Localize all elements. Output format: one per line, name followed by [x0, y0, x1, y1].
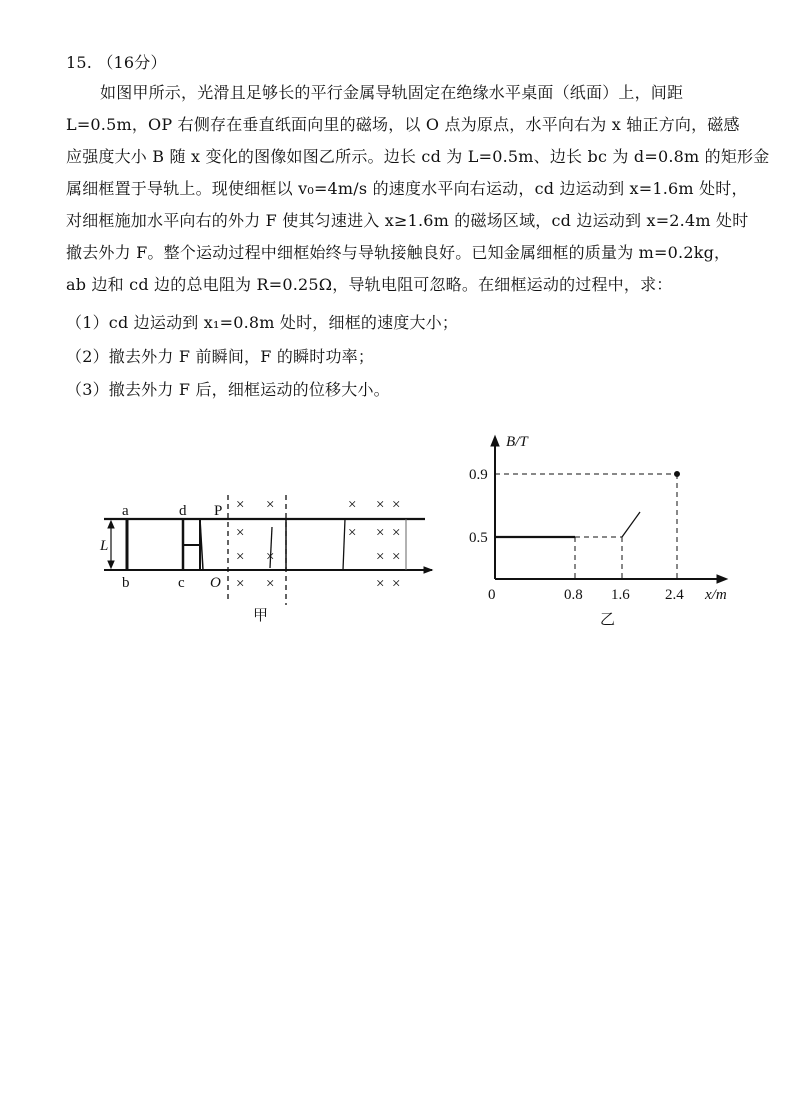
svg-text:×: ×	[266, 576, 275, 592]
svg-text:×: ×	[392, 497, 401, 513]
y-tick-0.5: 0.5	[469, 530, 488, 546]
svg-text:×: ×	[376, 549, 385, 565]
question-line-7: ab 边和 cd 边的总电阻为 R=0.25Ω，导轨电阻可忽略。在细框运动的过程中，求：	[66, 275, 673, 294]
svg-text:×: ×	[376, 497, 385, 513]
svg-text:×: ×	[266, 497, 275, 513]
y-tick-0.9: 0.9	[469, 467, 488, 483]
question-line-1: 如图甲所示，光滑且足够长的平行金属导轨固定在绝缘水平桌面（纸面）上，间距	[100, 83, 684, 102]
question-header: 15. （16分）	[66, 53, 167, 72]
svg-text:×: ×	[376, 576, 385, 592]
question-line-3: 应强度大小 B 随 x 变化的图像如图乙所示。边长 cd 为 L=0.5m、边长 bc 为 d=0.8m 的矩形金	[66, 147, 770, 166]
sub-question-3: （3）撤去外力 F 后，细框运动的位移大小。	[66, 380, 390, 399]
svg-text:×: ×	[236, 525, 245, 541]
svg-text:×: ×	[392, 576, 401, 592]
x-tick-0.8: 0.8	[564, 587, 583, 603]
svg-text:×: ×	[266, 549, 275, 565]
magnetic-field-markers	[236, 497, 400, 592]
question-line-2: L=0.5m，OP 右侧存在垂直纸面向里的磁场，以 O 点为原点，水平向右为 x 轴正方向，磁感	[66, 115, 740, 134]
x-tick-0: 0	[488, 587, 496, 603]
label-d: d	[179, 503, 187, 519]
label-L: L	[100, 538, 109, 554]
label-b: b	[122, 575, 130, 591]
svg-text:×: ×	[236, 549, 245, 565]
svg-text:×: ×	[236, 497, 245, 513]
x-tick-2.4: 2.4	[665, 587, 684, 603]
svg-text:×: ×	[348, 497, 357, 513]
question-line-4: 属细框置于导轨上。现使细框以 v₀=4m/s 的速度水平向右运动，cd 边运动到 x=1.6m 处时，	[66, 179, 748, 198]
label-O: O	[210, 575, 221, 591]
sub-question-1: （1）cd 边运动到 x₁=0.8m 处时，细框的速度大小；	[66, 313, 459, 332]
label-a: a	[122, 503, 129, 519]
question-line-5: 对细框施加水平向右的外力 F 使其匀速进入 x≥1.6m 的磁场区域，cd 边运动到 x=2.4m 处时	[66, 211, 749, 230]
y-axis-label: B/T	[506, 434, 528, 450]
svg-text:×: ×	[376, 525, 385, 541]
svg-text:×: ×	[236, 576, 245, 592]
sub-question-2: （2）撤去外力 F 前瞬间，F 的瞬时功率；	[66, 347, 375, 366]
figure-b-graph	[491, 436, 727, 583]
figure-a-caption: 甲	[253, 608, 269, 624]
figure-b-caption: 乙	[600, 612, 616, 628]
question-line-6: 撤去外力 F。整个运动过程中细框始终与导轨接触良好。已知金属细框的质量为 m=0.2kg，	[66, 243, 731, 262]
svg-text:×: ×	[392, 549, 401, 565]
label-P: P	[214, 503, 223, 519]
label-c: c	[178, 575, 185, 591]
svg-text:×: ×	[348, 525, 357, 541]
svg-text:×: ×	[392, 525, 401, 541]
x-tick-1.6: 1.6	[611, 587, 630, 603]
x-axis-label: x/m	[705, 587, 727, 603]
